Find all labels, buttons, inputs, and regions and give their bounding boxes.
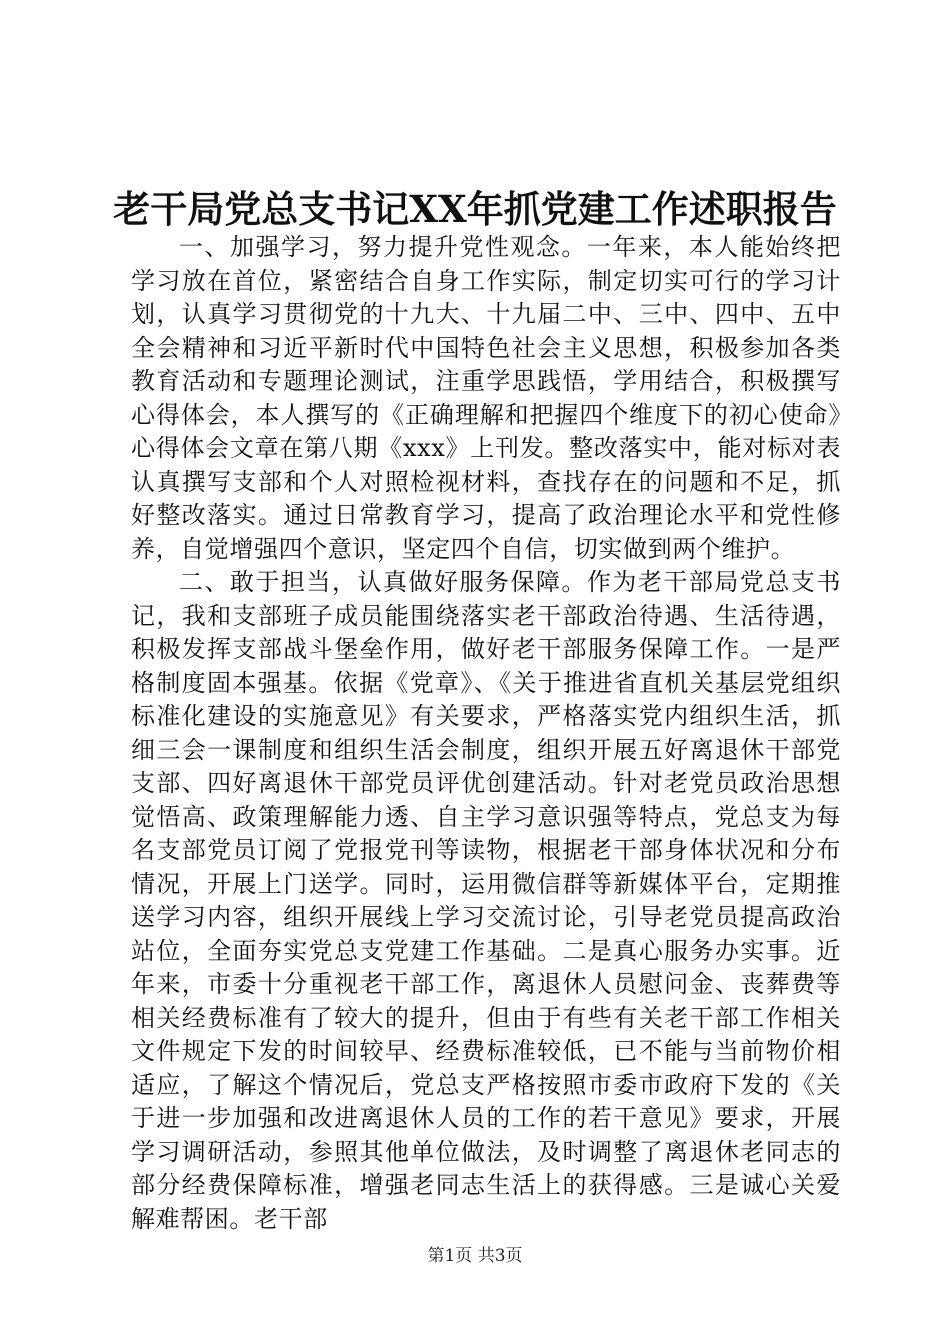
page-footer: 第1页 共3页 bbox=[427, 1246, 523, 1266]
document-title: 老干局党总支书记XX年抓党建工作述职报告 bbox=[113, 187, 837, 231]
document-body bbox=[131, 231, 841, 1236]
paragraph-2: 二、敢于担当，认真做好服务保障。作为老干部局党总支书记，我和支部班子成员能围绕落实老干部政治待遇、生活待遇，积极发挥支部战斗堡垒作用，做好老干部服务保障工作。一是严格制度固本强基。依据《党章》、《关于推进省直机关基层党组织标准化建设的实施意见》有关要求，严格落实党内组织生活，抓细三会一课制度和组织生活会制度，组织开展五好离退休干部党支部、四好离退休干部党员评优创建活动。针对老党员政治思想觉悟高、政策理解能力透、自主学习意识强等特点，党总支为每名支部党员订阅了党报党刊等读物，根据老干部身体状况和分布情况，开展上门送学。同时，运用微信群等新媒体平台，定期推送学习内容，组织开展线上学习交流讨论，引导老党员提高政治站位，全面夯实党总支党建工作基础。二是真心服务办实事。近年来，市委十分重视老干部工作，离退休人员慰问金、丧葬费等相关经费标准有了较大的提升，但由于有些有关老干部工作相关文件规定下发的时间较早、经费标准较低，已不能与当前物价相适应，了解这个情况后，党总支严格按照市委市政府下发的《关于进一步加强和改进离退休人员的工作的若干意见》要求，开展学习调研活动，参照其他单位做法，及时调整了离退休老同志的部分经费保障标准，增强老同志生活上的获得感。三是诚心关爱解难帮困。老干部 bbox=[131, 568, 841, 1233]
paragraph-1: 一、加强学习，努力提升党性观念。一年来，本人能始终把学习放在首位，紧密结合自身工作实际，制定切实可行的学习计划，认真学习贯彻党的十九大、十九届二中、三中、四中、五中全会精神和习近平新时代中国特色社会主义思想，积极参加各类教育活动和专题理论测试，注重学思践悟，学用结合，积极撰写心得体会，本人撰写的《正确理解和把握四个维度下的初心使命》心得体会文章在第八期《xxx》上刊发。整改落实中，能对标对表认真撰写支部和个人对照检视材料，查找存在的问题和不足，抓好整改落实。通过日常教育学习，提高了政治理论水平和党性修养，自觉增强四个意识，坚定四个自信，切实做到两个维护。 bbox=[131, 233, 841, 563]
